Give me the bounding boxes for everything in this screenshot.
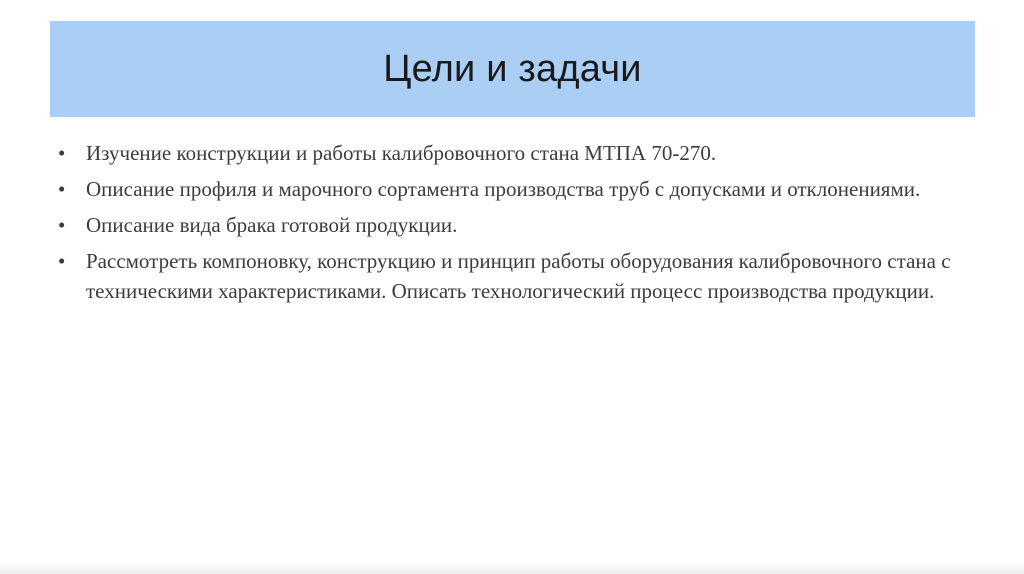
list-item-text: Рассмотреть компоновку, конструкцию и принцип работы оборудования калибровочного стана с техническими характеристиками. Описать технологический процесс производства продукции. — [86, 249, 951, 303]
list-item-text: Изучение конструкции и работы калибровочного стана МТПА 70-270. — [86, 141, 717, 165]
bullet-icon: • — [58, 177, 66, 201]
list-item — [58, 210, 958, 240]
title-bar — [50, 21, 975, 117]
slide-title: Цели и задачи — [383, 47, 642, 90]
list-item-text: Описание профиля и марочного сортамента производства труб с допусками и отклонениями. — [86, 177, 921, 201]
bullet-icon: • — [58, 213, 66, 237]
slide-bottom-shadow — [0, 562, 1024, 574]
list-item — [58, 246, 958, 306]
list-item — [58, 174, 958, 204]
bullet-icon: • — [58, 141, 66, 165]
list-item — [58, 138, 958, 168]
list-item-text: Описание вида брака готовой продукции. — [86, 213, 458, 237]
bullet-icon: • — [58, 249, 66, 273]
bullet-list — [58, 138, 958, 312]
